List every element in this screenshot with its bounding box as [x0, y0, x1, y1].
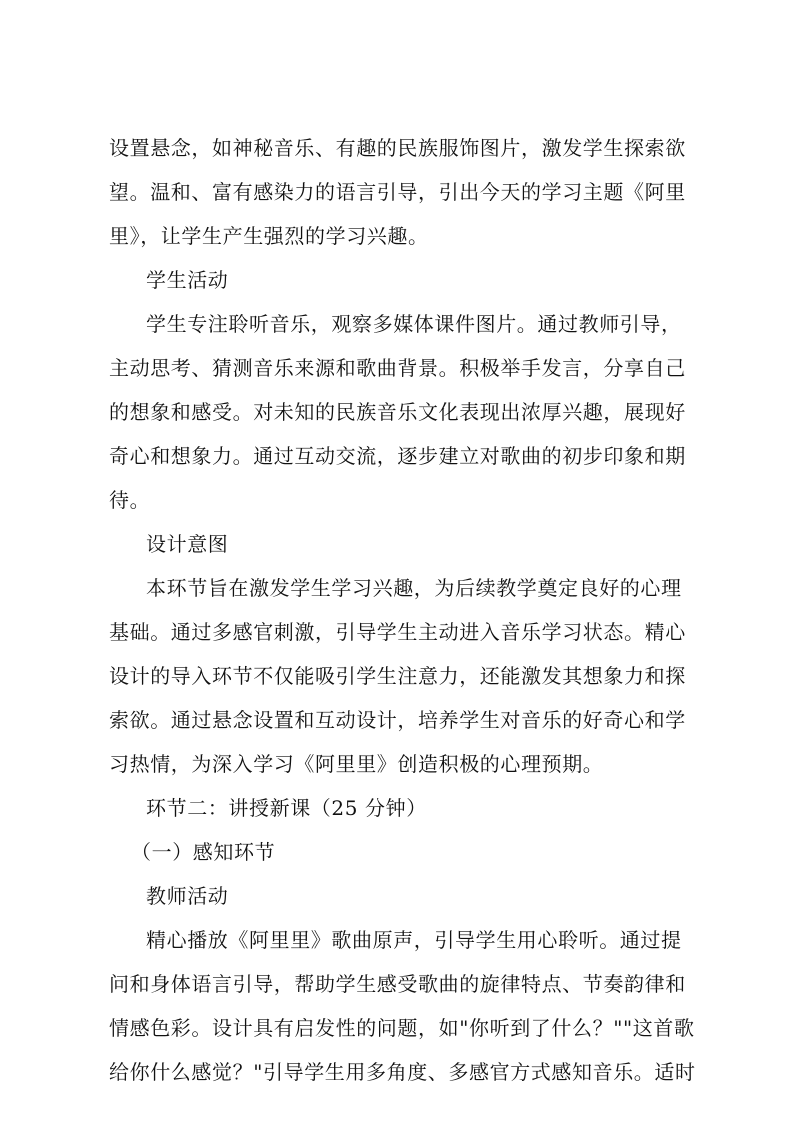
paragraph-line: 设置悬念，如神秘音乐、有趣的民族服饰图片，激发学生探索欲 — [109, 136, 686, 160]
subsection-heading-perception: （一）感知环节 — [131, 840, 276, 864]
paragraph-line: 主动思考、猜测音乐来源和歌曲背景。积极举手发言，分享自己 — [109, 356, 686, 380]
paragraph-line: 设计的导入环节不仅能吸引学生注意力，还能激发其想象力和探 — [109, 664, 686, 688]
paragraph-line: 待。 — [109, 488, 151, 512]
paragraph-line: 望。温和、富有感染力的语言引导，引出今天的学习主题《阿里 — [109, 180, 686, 204]
section-heading-part-two: 环节二：讲授新课（25 分钟） — [146, 796, 427, 820]
paragraph-line: 给你什么感觉？"引导学生用多角度、多感官方式感知音乐。适时 — [109, 1060, 696, 1084]
section-heading-student-activity: 学生活动 — [146, 268, 229, 292]
paragraph-line: 基础。通过多感官刺激，引导学生主动进入音乐学习状态。精心 — [109, 620, 686, 644]
paragraph-line: 学生专注聆听音乐，观察多媒体课件图片。通过教师引导， — [146, 312, 682, 336]
paragraph-line: 索欲。通过悬念设置和互动设计，培养学生对音乐的好奇心和学 — [109, 708, 686, 732]
paragraph-line: 精心播放《阿里里》歌曲原声，引导学生用心聆听。通过提 — [146, 928, 682, 952]
paragraph-line: 奇心和想象力。通过互动交流，逐步建立对歌曲的初步印象和期 — [109, 444, 686, 468]
paragraph-line: 习热情，为深入学习《阿里里》创造积极的心理预期。 — [109, 752, 604, 776]
paragraph-line: 里》，让学生产生强烈的学习兴趣。 — [109, 224, 429, 248]
section-heading-design-intent: 设计意图 — [146, 532, 229, 556]
paragraph-line: 本环节旨在激发学生学习兴趣，为后续教学奠定良好的心理 — [146, 576, 682, 600]
paragraph-line: 问和身体语言引导，帮助学生感受歌曲的旋律特点、节奏韵律和 — [109, 972, 686, 996]
paragraph-line: 的想象和感受。对未知的民族音乐文化表现出浓厚兴趣，展现好 — [109, 400, 686, 424]
paragraph-line: 情感色彩。设计具有启发性的问题，如"你听到了什么？""这首歌 — [109, 1016, 695, 1040]
section-heading-teacher-activity: 教师活动 — [146, 884, 229, 908]
